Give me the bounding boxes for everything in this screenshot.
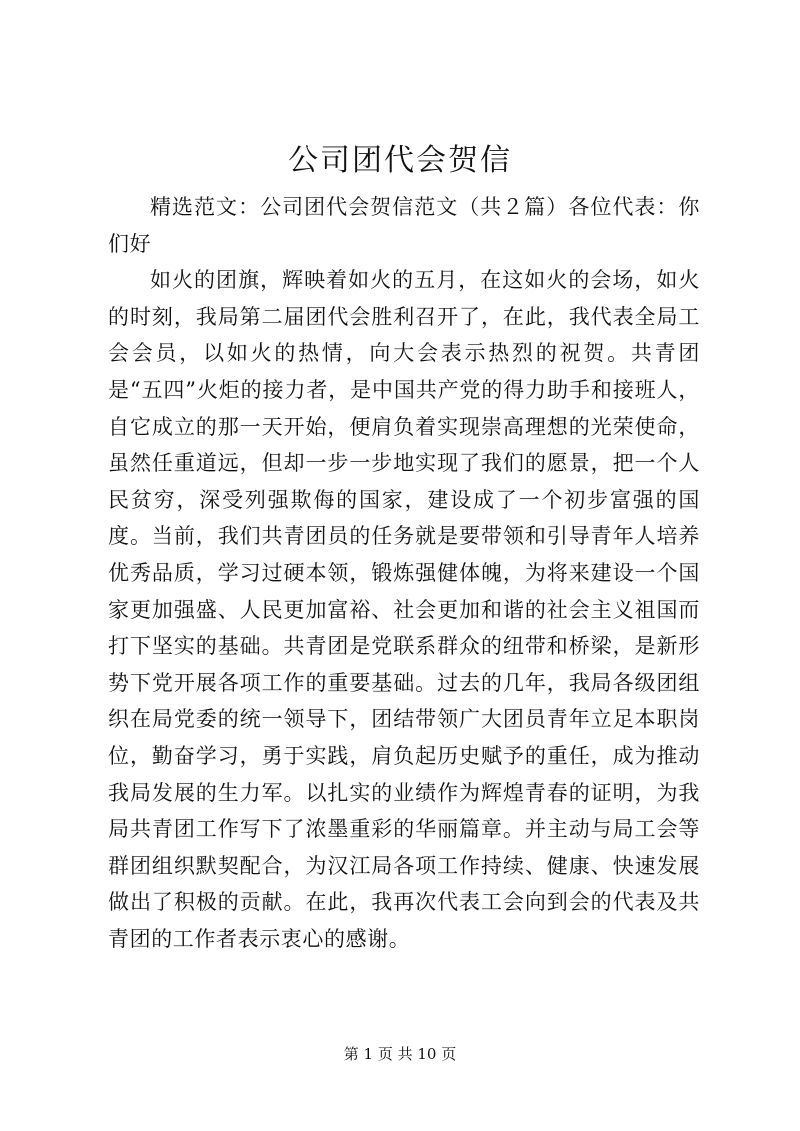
page-number-footer: 第 1 页 共 10 页 — [343, 1045, 457, 1063]
document-title: 公司团代会贺信 — [288, 143, 512, 178]
document-body — [108, 189, 700, 957]
intro-paragraph: 精选范文：公司团代会贺信范文（共２篇）各位代表：你们好 — [108, 195, 700, 256]
main-paragraph: 如火的团旗，辉映着如火的五月，在这如火的会场，如火的时刻，我局第二届团代会胜利召开了，在此，我代表全局工会会员，以如火的热情，向大会表示热烈的祝贺。共青团是“五四”火炬的接力者，是中国共产党的得力助手和接班人，自它成立的那一天开始，便肩负着实现崇高理想的光荣使命，虽然任重道远，但却一步一步地实现了我们的愿景，把一个人民贫穷，深受列强欺侮的国家，建设成了一个初步富强的国度。当前，我们共青团员的任务就是要带领和引导青年人培养优秀品质，学习过硬本领，锻炼强健体魄，为将来建设一个国家更加强盛、人民更加富裕、社会更加和谐的社会主义祖国而打下坚实的基础。共青团是党联系群众的纽带和桥梁，是新形势下党开展各项工作的重要基础。过去的几年，我局各级团组织在局党委的统一领导下，团结带领广大团员青年立足本职岗位，勤奋学习，勇于实践，肩负起历史赋予的重任，成为推动我局发展的生力军。以扎实的业绩作为辉煌青春的证明，为我局共青团工作写下了浓墨重彩的华丽篇章。并主动与局工会等群团组织默契配合，为汉江局各项工作持续、健康、快速发展做出了积极的贡献。在此，我再次代表工会向到会的代表及共青团的工作者表示衷心的感谢。 — [108, 268, 700, 951]
